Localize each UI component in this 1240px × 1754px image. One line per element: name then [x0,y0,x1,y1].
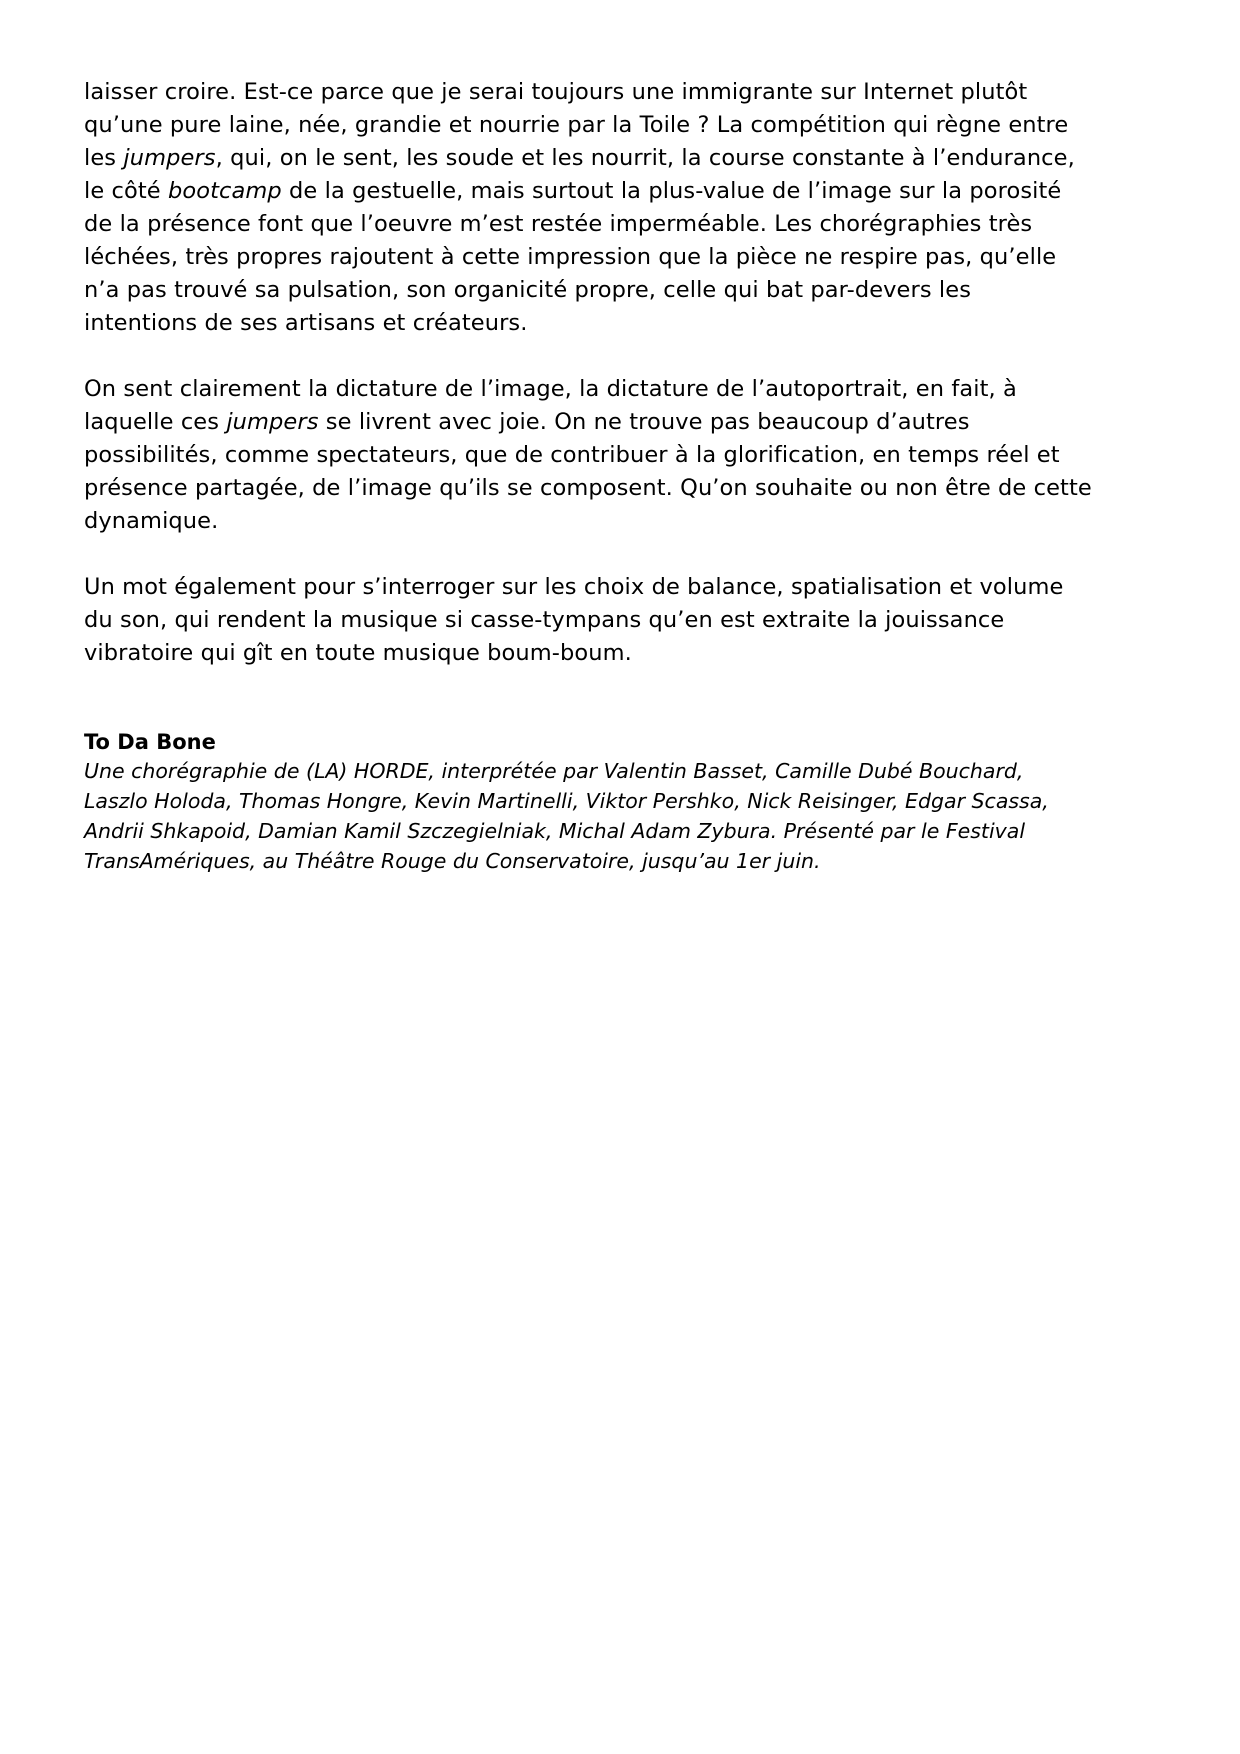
text-line [84,208,1174,241]
text-run: possibilités, comme spectateurs, que de contribuer à la glorification, en temps réel et [84,442,1060,468]
text-line [84,373,1174,406]
article-body [84,76,1174,670]
text-run: présence partagée, de l’image qu’ils se composent. Qu’on souhaite ou non être de cette [84,475,1092,501]
text-run: se livrent avec joie. On ne trouve pas beaucoup d’autres [318,409,970,435]
text-run: du son, qui rendent la musique si casse-tympans qu’en est extraite la jouissance [84,607,1005,633]
text-run: n’a pas trouvé sa pulsation, son organicité propre, celle qui bat par-devers les [84,277,972,303]
text-line [84,76,1174,109]
text-line [84,439,1174,472]
paragraph [84,76,1174,340]
text-line [84,604,1174,637]
text-line [84,175,1174,208]
text-line [84,571,1174,604]
text-run: de la gestuelle, mais surtout la plus-value de l’image sur la porosité [281,178,1062,204]
text-run: les [84,145,124,171]
text-run: de la présence font que l’oeuvre m’est restée imperméable. Les chorégraphies très [84,211,1033,237]
paragraph [84,373,1174,538]
text-line [84,274,1174,307]
credits-line: Une chorégraphie de (LA) HORDE, interprétée par Valentin Basset, Camille Dubé Bouchard, [84,759,1024,783]
text-line [84,142,1174,175]
italic-term: jumpers [123,145,216,171]
text-run: laquelle ces [84,409,227,435]
italic-term: jumpers [226,409,319,435]
text-run: , qui, on le sent, les soude et les nourrit, la course constante à l’endurance, [215,145,1075,171]
text-line [84,241,1174,274]
text-run: dynamique. [84,508,219,534]
text-run: léchées, très propres rajoutent à cette impression que la pièce ne respire pas, qu’elle [84,244,1057,270]
credits-line: Laszlo Holoda, Thomas Hongre, Kevin Martinelli, Viktor Pershko, Nick Reisinger, Edgar Scassa, [84,789,1049,813]
text-run: vibratoire qui gît en toute musique boum-boum. [84,640,632,666]
text-line [84,472,1174,505]
document-page [84,76,1174,876]
text-run: On sent clairement la dictature de l’image, la dictature de l’autoportrait, en fait, à [84,376,1017,402]
credits-block [84,728,1174,876]
paragraph [84,571,1174,670]
italic-term: bootcamp [168,178,282,204]
text-run: laisser croire. Est-ce parce que je serai toujours une immigrante sur Internet plutôt [84,79,1028,105]
text-run: qu’une pure laine, née, grandie et nourrie par la Toile ? La compétition qui règne entre [84,112,1069,138]
show-title: To Da Bone [84,730,216,754]
credits-line: TransAmériques, au Théâtre Rouge du Conservatoire, jusqu’au 1er juin. [84,849,821,873]
credits-line: Andrii Shkapoid, Damian Kamil Szczegielniak, Michal Adam Zybura. Présenté par le Festival [84,819,1026,843]
text-line [84,307,1174,340]
text-run: intentions de ses artisans et créateurs. [84,310,528,336]
text-run: le côté [84,178,168,204]
text-line [84,406,1174,439]
text-line [84,637,1174,670]
text-line [84,109,1174,142]
text-line [84,505,1174,538]
text-run: Un mot également pour s’interroger sur les choix de balance, spatialisation et volume [84,574,1064,600]
